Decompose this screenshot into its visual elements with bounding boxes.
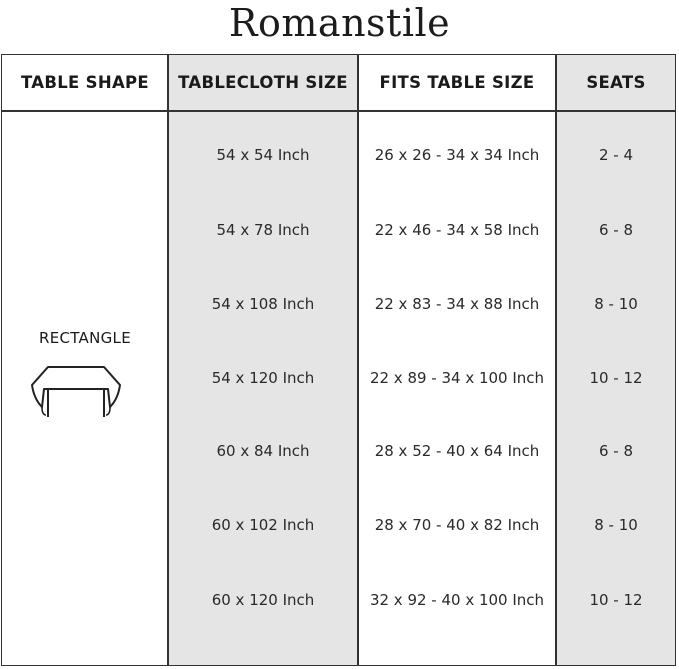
header-table-shape: TABLE SHAPE: [21, 73, 149, 92]
fits-table-size-cell: 22 x 89 - 34 x 100 Inch: [369, 369, 545, 387]
seats-cell: 8 - 10: [594, 516, 638, 534]
header-fits-table-size: FITS TABLE SIZE: [379, 73, 535, 92]
header-tablecloth-size: TABLECLOTH SIZE: [178, 73, 348, 92]
tablecloth-size-cell: 54 x 108 Inch: [211, 295, 315, 313]
size-chart-table: [1, 54, 676, 666]
brand-logo: Romanstile: [228, 1, 451, 45]
tablecloth-size-cell: 60 x 102 Inch: [211, 516, 315, 534]
rectangle-table-icon: [28, 363, 124, 425]
shape-label: RECTANGLE: [38, 329, 131, 347]
seats-cell: 10 - 12: [589, 591, 643, 609]
fits-table-size-cell: 32 x 92 - 40 x 100 Inch: [369, 591, 545, 609]
tablecloth-size-cell: 60 x 84 Inch: [216, 442, 310, 460]
fits-table-size-cell: 28 x 52 - 40 x 64 Inch: [374, 442, 540, 460]
header-seats: SEATS: [586, 73, 646, 92]
tablecloth-size-cell: 54 x 78 Inch: [216, 221, 310, 239]
fits-table-size-cell: 22 x 83 - 34 x 88 Inch: [374, 295, 540, 313]
fits-table-size-cell: 28 x 70 - 40 x 82 Inch: [374, 516, 540, 534]
seats-cell: 10 - 12: [589, 369, 643, 387]
seats-cell: 2 - 4: [598, 146, 634, 164]
seats-cell: 8 - 10: [594, 295, 638, 313]
fits-table-size-cell: 22 x 46 - 34 x 58 Inch: [374, 221, 540, 239]
seats-cell: 6 - 8: [598, 442, 634, 460]
tablecloth-size-cell: 54 x 54 Inch: [216, 146, 310, 164]
tablecloth-size-cell: 54 x 120 Inch: [211, 369, 315, 387]
fits-table-size-cell: 26 x 26 - 34 x 34 Inch: [374, 146, 540, 164]
tablecloth-size-cell: 60 x 120 Inch: [211, 591, 315, 609]
seats-cell: 6 - 8: [598, 221, 634, 239]
